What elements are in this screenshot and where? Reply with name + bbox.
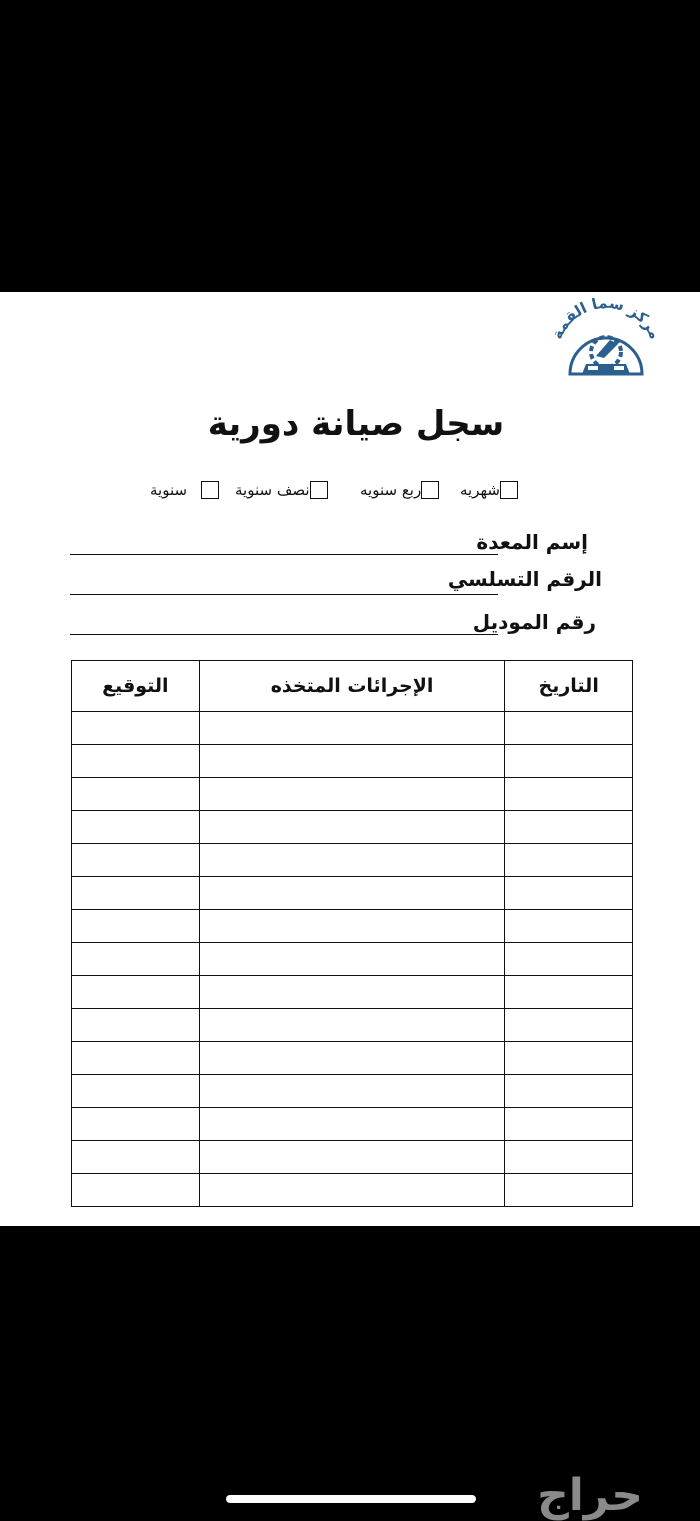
- cell-actions[interactable]: [199, 976, 505, 1009]
- header-actions-taken: الإجرائات المتخذه: [199, 661, 505, 712]
- table-header-row: [72, 661, 633, 712]
- cell-actions[interactable]: [199, 1009, 505, 1042]
- table-row: [72, 1042, 633, 1075]
- cell-date[interactable]: [505, 877, 633, 910]
- cell-signature[interactable]: [72, 844, 200, 877]
- cell-actions[interactable]: [199, 844, 505, 877]
- cell-date[interactable]: [505, 778, 633, 811]
- cell-date[interactable]: [505, 745, 633, 778]
- table-body: [72, 712, 633, 1207]
- table-row: [72, 778, 633, 811]
- cell-signature[interactable]: [72, 1141, 200, 1174]
- table-row: [72, 811, 633, 844]
- car-gear-logo-icon: [540, 294, 670, 380]
- cell-date[interactable]: [505, 943, 633, 976]
- cell-actions[interactable]: [199, 1174, 505, 1207]
- cell-signature[interactable]: [72, 976, 200, 1009]
- table-row: [72, 943, 633, 976]
- cell-actions[interactable]: [199, 910, 505, 943]
- cell-actions[interactable]: [199, 877, 505, 910]
- cell-signature[interactable]: [72, 811, 200, 844]
- header-date: التاريخ: [505, 661, 633, 712]
- cell-date[interactable]: [505, 1042, 633, 1075]
- cell-actions[interactable]: [199, 712, 505, 745]
- cell-date[interactable]: [505, 1009, 633, 1042]
- table-row: [72, 1174, 633, 1207]
- field-line-serial-number[interactable]: [70, 594, 498, 595]
- field-label-model-number: رقم الموديل: [472, 610, 596, 634]
- cell-actions[interactable]: [199, 1075, 505, 1108]
- cell-signature[interactable]: [72, 1042, 200, 1075]
- form-title: سجل صيانة دورية: [207, 404, 505, 444]
- cell-signature[interactable]: [72, 943, 200, 976]
- checkbox-monthly[interactable]: [500, 481, 518, 499]
- table-row: [72, 976, 633, 1009]
- checkbox-annual[interactable]: [201, 481, 219, 499]
- maintenance-form-sheet: [0, 292, 700, 1226]
- period-label-annual: سنوية: [150, 481, 188, 499]
- cell-signature[interactable]: [72, 745, 200, 778]
- cell-signature[interactable]: [72, 1009, 200, 1042]
- cell-signature[interactable]: [72, 1108, 200, 1141]
- cell-actions[interactable]: [199, 745, 505, 778]
- cell-actions[interactable]: [199, 1141, 505, 1174]
- table-row: [72, 1009, 633, 1042]
- table-row: [72, 712, 633, 745]
- home-indicator-bar[interactable]: [226, 1495, 476, 1503]
- cell-date[interactable]: [505, 712, 633, 745]
- period-label-quarterly: ربع سنويه: [360, 481, 422, 499]
- cell-signature[interactable]: [72, 712, 200, 745]
- logo-text: مركز سما القمة: [547, 294, 665, 342]
- cell-actions[interactable]: [199, 1108, 505, 1141]
- maintenance-log-table: [71, 660, 633, 1207]
- cell-signature[interactable]: [72, 1075, 200, 1108]
- field-label-equipment-name: إسم المعدة: [476, 530, 588, 554]
- cell-date[interactable]: [505, 1141, 633, 1174]
- field-line-equipment-name[interactable]: [70, 554, 498, 555]
- cell-signature[interactable]: [72, 877, 200, 910]
- period-option-annual[interactable]: [150, 478, 219, 502]
- cell-date[interactable]: [505, 976, 633, 1009]
- field-line-model-number[interactable]: [70, 634, 498, 635]
- table-row: [72, 844, 633, 877]
- table-row: [72, 1141, 633, 1174]
- table-row: [72, 1108, 633, 1141]
- table-row: [72, 1075, 633, 1108]
- cell-date[interactable]: [505, 1075, 633, 1108]
- table-row: [72, 745, 633, 778]
- period-option-monthly[interactable]: [460, 478, 518, 502]
- cell-date[interactable]: [505, 910, 633, 943]
- header-signature: التوقيع: [72, 661, 200, 712]
- field-label-serial-number: الرقم التسلسي: [447, 567, 602, 591]
- cell-date[interactable]: [505, 1108, 633, 1141]
- cell-signature[interactable]: [72, 910, 200, 943]
- period-option-semiannual[interactable]: [235, 478, 328, 502]
- cell-actions[interactable]: [199, 811, 505, 844]
- cell-signature[interactable]: [72, 1174, 200, 1207]
- period-label-semiannual: نصف سنوية: [235, 481, 310, 499]
- checkbox-semiannual[interactable]: [310, 481, 328, 499]
- period-option-quarterly[interactable]: [360, 478, 439, 502]
- cell-date[interactable]: [505, 1174, 633, 1207]
- table-row: [72, 877, 633, 910]
- company-logo: [540, 294, 670, 380]
- haraj-watermark: حراج: [537, 1470, 643, 1521]
- cell-date[interactable]: [505, 811, 633, 844]
- cell-actions[interactable]: [199, 1042, 505, 1075]
- table-row: [72, 910, 633, 943]
- cell-actions[interactable]: [199, 778, 505, 811]
- cell-date[interactable]: [505, 844, 633, 877]
- svg-text:مركز سما القمة: [548, 294, 665, 342]
- cell-actions[interactable]: [199, 943, 505, 976]
- cell-signature[interactable]: [72, 778, 200, 811]
- period-label-monthly: شهريه: [460, 481, 500, 499]
- checkbox-quarterly[interactable]: [421, 481, 439, 499]
